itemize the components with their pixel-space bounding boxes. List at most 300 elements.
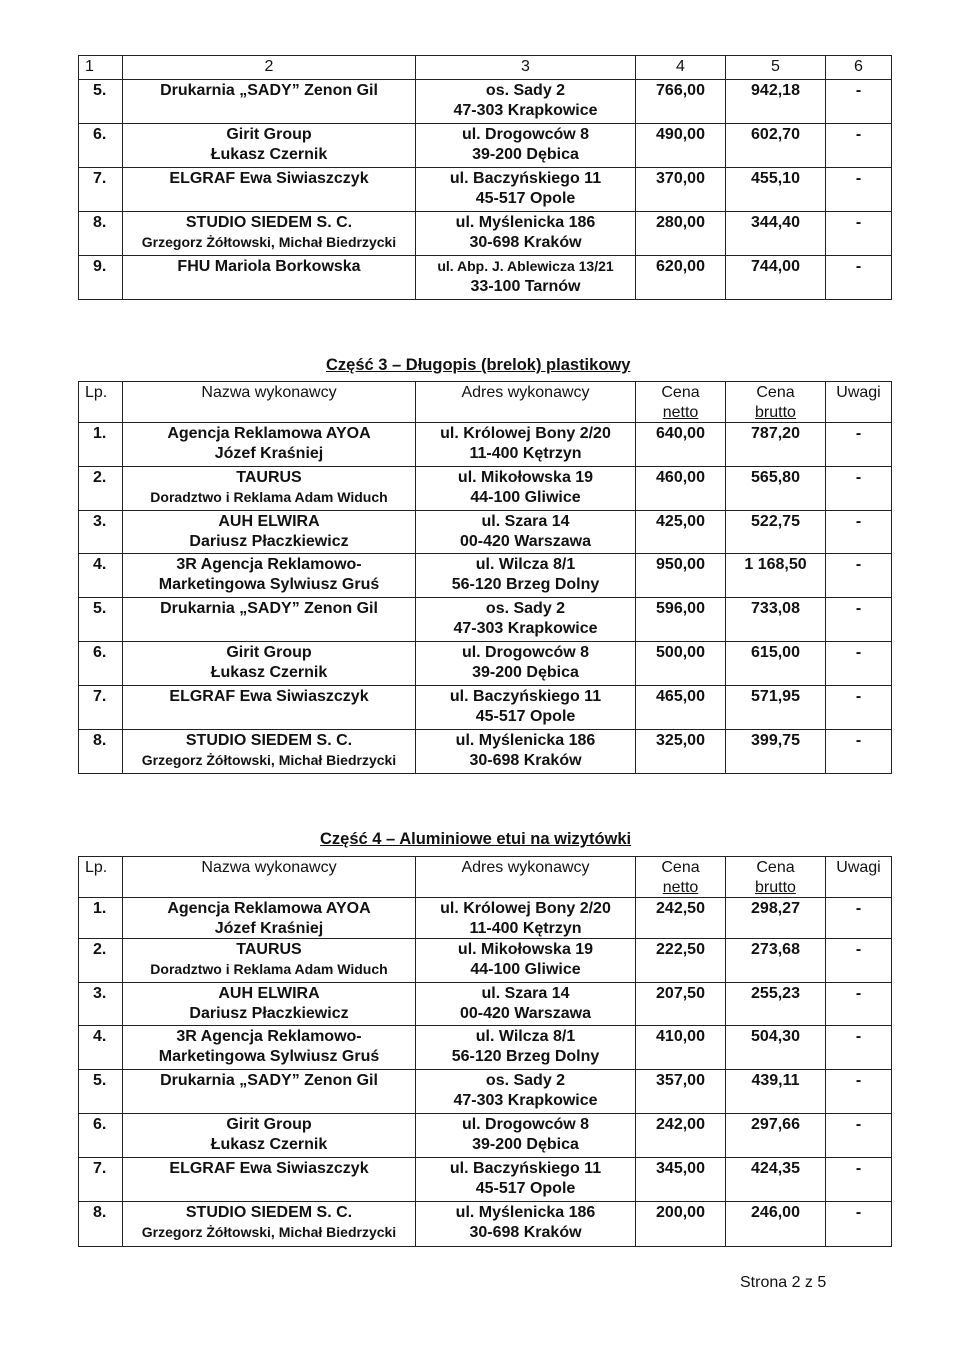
offers-table-body <box>79 56 892 300</box>
price-net <box>636 730 726 774</box>
contractor-address <box>416 80 636 124</box>
table-row <box>79 898 892 939</box>
table-row <box>79 212 892 256</box>
remarks-line: - <box>855 513 862 530</box>
contractor-name-line: Agencja Reklamowa AYOA <box>167 425 371 442</box>
price-gross-line: 615,00 <box>751 644 800 661</box>
table-row <box>79 939 892 983</box>
price-net-line: 425,00 <box>656 513 705 530</box>
contractor-address-line: ul. Baczyńskiego 11 <box>449 688 602 705</box>
price-net-line: 200,00 <box>656 1204 705 1221</box>
table-row <box>79 1026 892 1070</box>
contractor-name-line: Drukarnia „SADY” Zenon Gil <box>160 1072 378 1089</box>
price-net <box>636 1114 726 1158</box>
contractor-name-line: Doradztwo i Reklama Adam Widuch <box>150 488 388 505</box>
header-remarks <box>826 382 892 423</box>
remarks <box>826 554 892 598</box>
contractor-name-line: Józef Kraśniej <box>214 444 324 462</box>
remarks-line: - <box>855 258 862 275</box>
price-net-line: 460,00 <box>656 469 705 486</box>
price-net <box>636 1070 726 1114</box>
contractor-address <box>416 554 636 598</box>
contractor-name-line: Dariusz Płaczkiewicz <box>189 532 349 550</box>
price-net <box>636 554 726 598</box>
header-remarks-line: Uwagi <box>836 859 881 876</box>
contractor-address <box>416 423 636 467</box>
price-gross <box>726 730 826 774</box>
header-lp-line: Lp. <box>85 384 108 401</box>
row-number <box>79 511 123 554</box>
table-row <box>79 554 892 598</box>
contractor-address <box>416 939 636 983</box>
row-number <box>79 467 123 511</box>
price-net <box>636 939 726 983</box>
price-gross-line: 246,00 <box>751 1204 800 1221</box>
header-name-line: Nazwa wykonawcy <box>201 859 337 876</box>
contractor-name-line: Marketingowa Sylwiusz Gruś <box>158 575 380 593</box>
price-gross-line: 787,20 <box>751 425 800 442</box>
contractor-address-line: ul. Wilcza 8/1 <box>475 1028 576 1045</box>
contractor-address-line: ul. Szara 14 <box>481 513 570 530</box>
contractor-address-line: ul. Baczyńskiego 11 <box>449 1160 602 1177</box>
contractor-address-line: 39-200 Dębica <box>472 145 579 163</box>
contractor-name-line: STUDIO SIEDEM S. C. <box>185 1204 353 1221</box>
page-number: Strona 2 z 5 <box>740 1274 827 1291</box>
row-number-line: 5. <box>93 600 107 617</box>
price-net-line: 490,00 <box>656 126 705 143</box>
column-number <box>416 56 636 80</box>
remarks <box>826 423 892 467</box>
header-remarks <box>826 857 892 898</box>
contractor-address-line: 11-400 Kętrzyn <box>469 919 582 937</box>
row-number <box>79 212 123 256</box>
price-net <box>636 256 726 300</box>
price-net-line: 766,00 <box>656 82 705 99</box>
contractor-address <box>416 256 636 300</box>
contractor-address <box>416 1114 636 1158</box>
header-gross <box>726 382 826 423</box>
contractor-address <box>416 168 636 212</box>
price-gross <box>726 1202 826 1247</box>
remarks-line: - <box>855 600 862 617</box>
price-gross-line: 344,40 <box>751 214 800 231</box>
contractor-name-line: Grzegorz Żółtowski, Michał Biedrzycki <box>141 751 397 768</box>
price-gross <box>726 80 826 124</box>
contractor-address-line: 45-517 Opole <box>475 189 576 207</box>
row-number <box>79 80 123 124</box>
row-number-line: 3. <box>93 513 107 530</box>
price-gross-line: 439,11 <box>751 1072 800 1089</box>
header-net-line: netto <box>662 403 699 421</box>
contractor-address <box>416 212 636 256</box>
price-net <box>636 168 726 212</box>
price-gross-line: 273,68 <box>751 941 800 958</box>
contractor-address <box>416 642 636 686</box>
remarks-line: - <box>855 900 862 917</box>
table-row <box>79 1114 892 1158</box>
contractor-address-line: ul. Baczyńskiego 11 <box>449 170 602 187</box>
price-net-line: 222,50 <box>656 941 705 958</box>
contractor-address-line: os. Sady 2 <box>485 1072 566 1089</box>
contractor-name-line: Drukarnia „SADY” Zenon Gil <box>160 600 378 617</box>
contractor-address-line: 33-100 Tarnów <box>470 277 581 295</box>
table-row <box>79 730 892 774</box>
price-gross <box>726 1114 826 1158</box>
row-number <box>79 256 123 300</box>
contractor-address-line: ul. Myślenicka 186 <box>455 1204 596 1221</box>
contractor-name <box>123 168 416 212</box>
contractor-name-line: Doradztwo i Reklama Adam Widuch <box>150 960 388 977</box>
row-number-line: 4. <box>93 1028 107 1045</box>
table-row <box>79 1202 892 1247</box>
contractor-name-line: AUH ELWIRA <box>218 513 320 530</box>
price-net <box>636 642 726 686</box>
remarks <box>826 168 892 212</box>
table-row <box>79 256 892 300</box>
column-number-line: 1 <box>85 58 94 75</box>
price-gross <box>726 212 826 256</box>
row-number-line: 3. <box>93 985 107 1002</box>
row-number-line: 1. <box>93 425 107 442</box>
row-number <box>79 730 123 774</box>
contractor-name <box>123 939 416 983</box>
section-3-table <box>78 381 892 774</box>
price-net-line: 640,00 <box>656 425 705 442</box>
row-number-line: 8. <box>93 732 107 749</box>
price-net <box>636 124 726 168</box>
row-number-line: 6. <box>93 126 107 143</box>
remarks <box>826 898 892 939</box>
price-gross-line: 522,75 <box>751 513 800 530</box>
contractor-address-line: os. Sady 2 <box>485 600 566 617</box>
table-row <box>79 124 892 168</box>
contractor-name <box>123 686 416 730</box>
contractor-address-line: 44-100 Gliwice <box>470 488 581 506</box>
price-gross-line: 455,10 <box>751 170 800 187</box>
price-gross <box>726 1070 826 1114</box>
contractor-address-line: 30-698 Kraków <box>469 751 582 769</box>
price-net-line: 280,00 <box>656 214 705 231</box>
header-gross-line: Cena <box>756 384 795 401</box>
contractor-address-line: 44-100 Gliwice <box>470 960 581 978</box>
row-number <box>79 983 123 1026</box>
row-number <box>79 1202 123 1247</box>
column-number <box>726 56 826 80</box>
contractor-address <box>416 511 636 554</box>
price-gross-line: 399,75 <box>751 732 800 749</box>
price-net-line: 242,00 <box>656 1116 705 1133</box>
contractor-address-line: 56-120 Brzeg Dolny <box>451 1047 600 1065</box>
contractor-address-line: 45-517 Opole <box>475 707 576 725</box>
price-gross-line: 255,23 <box>751 985 800 1002</box>
contractor-address <box>416 1070 636 1114</box>
price-net <box>636 1202 726 1247</box>
contractor-address-line: ul. Królowej Bony 2/20 <box>440 900 611 917</box>
column-number <box>79 56 123 80</box>
price-net <box>636 80 726 124</box>
header-lp <box>79 382 123 423</box>
remarks <box>826 1114 892 1158</box>
contractor-address-line: 56-120 Brzeg Dolny <box>451 575 600 593</box>
row-number-line: 5. <box>93 1072 107 1089</box>
contractor-address-line: 47-303 Krapkowice <box>453 101 598 119</box>
contractor-name-line: Girit Group <box>226 126 312 143</box>
price-gross-line: 565,80 <box>751 469 800 486</box>
row-number <box>79 1026 123 1070</box>
row-number <box>79 1158 123 1202</box>
row-number <box>79 598 123 642</box>
table-row <box>79 511 892 554</box>
row-number <box>79 124 123 168</box>
header-name <box>123 857 416 898</box>
contractor-name-line: STUDIO SIEDEM S. C. <box>185 214 353 231</box>
contractor-name-line: Agencja Reklamowa AYOA <box>167 900 371 917</box>
remarks <box>826 256 892 300</box>
contractor-name-line: Łukasz Czernik <box>210 1135 328 1153</box>
price-net-line: 357,00 <box>656 1072 705 1089</box>
contractor-name-line: Grzegorz Żółtowski, Michał Biedrzycki <box>141 1223 397 1240</box>
remarks-line: - <box>855 214 862 231</box>
column-number <box>123 56 416 80</box>
remarks-line: - <box>855 82 862 99</box>
contractor-name <box>123 1070 416 1114</box>
contractor-address-line: ul. Mikołowska 19 <box>457 469 594 486</box>
table-row <box>79 598 892 642</box>
remarks-line: - <box>855 644 862 661</box>
section-4-title: Część 4 – Aluminiowe etui na wizytówki <box>320 830 632 848</box>
contractor-name <box>123 80 416 124</box>
section-4-table-body <box>79 857 892 1247</box>
contractor-name-line: ELGRAF Ewa Siwiaszczyk <box>169 688 369 705</box>
remarks <box>826 1070 892 1114</box>
contractor-address-line: 45-517 Opole <box>475 1179 576 1197</box>
header-address-line: Adres wykonawcy <box>461 859 590 876</box>
contractor-address <box>416 898 636 939</box>
contractor-address <box>416 467 636 511</box>
price-net <box>636 1158 726 1202</box>
header-lp <box>79 857 123 898</box>
row-number-line: 7. <box>93 170 107 187</box>
price-gross <box>726 256 826 300</box>
price-gross-line: 298,27 <box>751 900 800 917</box>
price-net-line: 370,00 <box>656 170 705 187</box>
remarks <box>826 212 892 256</box>
table-header-row <box>79 382 892 423</box>
header-net-line: Cena <box>661 384 700 401</box>
contractor-address-line: 00-420 Warszawa <box>459 532 592 550</box>
contractor-name <box>123 642 416 686</box>
column-number-line: 2 <box>264 58 274 75</box>
price-net <box>636 212 726 256</box>
price-net <box>636 898 726 939</box>
contractor-name-line: Girit Group <box>226 1116 312 1133</box>
price-gross <box>726 554 826 598</box>
contractor-address-line: ul. Drogowców 8 <box>461 1116 590 1133</box>
price-net-line: 207,50 <box>656 985 705 1002</box>
row-number-line: 7. <box>93 688 107 705</box>
remarks <box>826 511 892 554</box>
contractor-name <box>123 730 416 774</box>
contractor-address-line: ul. Szara 14 <box>481 985 570 1002</box>
price-gross <box>726 642 826 686</box>
contractor-address-line: 47-303 Krapkowice <box>453 619 598 637</box>
contractor-name <box>123 598 416 642</box>
price-gross <box>726 124 826 168</box>
table-row <box>79 1158 892 1202</box>
remarks-line: - <box>855 1116 862 1133</box>
contractor-name <box>123 423 416 467</box>
contractor-address-line: 39-200 Dębica <box>472 1135 579 1153</box>
table-header-row <box>79 857 892 898</box>
row-number-line: 7. <box>93 1160 107 1177</box>
table-row <box>79 1070 892 1114</box>
header-net <box>636 382 726 423</box>
price-gross <box>726 1158 826 1202</box>
column-number <box>636 56 726 80</box>
header-gross-line: Cena <box>756 859 795 876</box>
section-4-table <box>78 856 892 1247</box>
row-number <box>79 939 123 983</box>
remarks <box>826 1158 892 1202</box>
offers-table-continuation <box>78 55 892 300</box>
contractor-name-line: Girit Group <box>226 644 312 661</box>
header-net <box>636 857 726 898</box>
row-number-line: 4. <box>93 556 107 573</box>
contractor-name-line: 3R Agencja Reklamowo- <box>176 556 362 573</box>
contractor-address-line: ul. Mikołowska 19 <box>457 941 594 958</box>
contractor-address-line: ul. Myślenicka 186 <box>455 732 596 749</box>
contractor-name <box>123 212 416 256</box>
price-net-line: 620,00 <box>656 258 705 275</box>
contractor-name <box>123 554 416 598</box>
price-net-line: 345,00 <box>656 1160 705 1177</box>
remarks-line: - <box>855 688 862 705</box>
contractor-name <box>123 256 416 300</box>
contractor-name-line: 3R Agencja Reklamowo- <box>176 1028 362 1045</box>
header-remarks-line: Uwagi <box>836 384 881 401</box>
contractor-address <box>416 730 636 774</box>
header-gross-line: brutto <box>755 878 796 896</box>
column-number-line: 5 <box>771 58 780 75</box>
contractor-name <box>123 1202 416 1247</box>
price-net-line: 596,00 <box>656 600 705 617</box>
price-gross-line: 297,66 <box>751 1116 800 1133</box>
contractor-name-line: Józef Kraśniej <box>214 919 324 937</box>
table-row <box>79 686 892 730</box>
contractor-name-line: TAURUS <box>236 941 302 958</box>
header-gross <box>726 857 826 898</box>
header-net-line: netto <box>662 878 699 896</box>
remarks <box>826 686 892 730</box>
contractor-address-line: ul. Królowej Bony 2/20 <box>440 425 611 442</box>
remarks-line: - <box>855 126 862 143</box>
contractor-address <box>416 1026 636 1070</box>
contractor-name <box>123 1114 416 1158</box>
remarks <box>826 983 892 1026</box>
table-row <box>79 467 892 511</box>
remarks-line: - <box>855 985 862 1002</box>
price-net <box>636 1026 726 1070</box>
price-gross <box>726 686 826 730</box>
row-number-line: 6. <box>93 644 107 661</box>
price-gross-line: 571,95 <box>751 688 800 705</box>
remarks <box>826 467 892 511</box>
contractor-address-line: ul. Drogowców 8 <box>461 644 590 661</box>
price-gross-line: 1 168,50 <box>744 556 807 573</box>
contractor-name-line: Łukasz Czernik <box>210 145 328 163</box>
contractor-name <box>123 511 416 554</box>
contractor-name <box>123 1158 416 1202</box>
contractor-address-line: 30-698 Kraków <box>469 1223 582 1241</box>
contractor-address-line: 00-420 Warszawa <box>459 1004 592 1022</box>
price-net <box>636 423 726 467</box>
price-gross <box>726 423 826 467</box>
price-gross-line: 942,18 <box>751 82 800 99</box>
remarks-line: - <box>855 732 862 749</box>
price-net <box>636 511 726 554</box>
table-row <box>79 983 892 1026</box>
header-name-line: Nazwa wykonawcy <box>201 384 337 401</box>
header-lp-line: Lp. <box>85 859 108 876</box>
table-row <box>79 80 892 124</box>
price-gross <box>726 983 826 1026</box>
remarks-line: - <box>855 469 862 486</box>
row-number-line: 8. <box>93 1204 107 1221</box>
contractor-name-line: Grzegorz Żółtowski, Michał Biedrzycki <box>141 233 397 250</box>
price-gross-line: 424,35 <box>751 1160 800 1177</box>
contractor-address-line: os. Sady 2 <box>485 82 566 99</box>
section-3-table-body <box>79 382 892 774</box>
contractor-name <box>123 983 416 1026</box>
contractor-address-line: 30-698 Kraków <box>469 233 582 251</box>
row-number-line: 5. <box>93 82 107 99</box>
remarks <box>826 1026 892 1070</box>
contractor-name <box>123 898 416 939</box>
price-gross <box>726 511 826 554</box>
contractor-name <box>123 467 416 511</box>
row-number-line: 6. <box>93 1116 107 1133</box>
contractor-name-line: ELGRAF Ewa Siwiaszczyk <box>169 170 369 187</box>
row-number <box>79 898 123 939</box>
contractor-address <box>416 686 636 730</box>
contractor-address <box>416 983 636 1026</box>
header-gross-line: brutto <box>755 403 796 421</box>
contractor-address <box>416 1158 636 1202</box>
remarks-line: - <box>855 170 862 187</box>
remarks-line: - <box>855 556 862 573</box>
price-gross-line: 602,70 <box>751 126 800 143</box>
contractor-address <box>416 1202 636 1247</box>
remarks-line: - <box>855 941 862 958</box>
contractor-name <box>123 1026 416 1070</box>
price-gross-line: 744,00 <box>751 258 800 275</box>
price-net-line: 950,00 <box>656 556 705 573</box>
table-header-row <box>79 56 892 80</box>
price-gross <box>726 467 826 511</box>
remarks <box>826 642 892 686</box>
row-number <box>79 642 123 686</box>
row-number-line: 1. <box>93 900 107 917</box>
contractor-address <box>416 124 636 168</box>
contractor-name-line: FHU Mariola Borkowska <box>177 258 361 275</box>
price-net-line: 465,00 <box>656 688 705 705</box>
price-net <box>636 983 726 1026</box>
contractor-name-line: Marketingowa Sylwiusz Gruś <box>158 1047 380 1065</box>
section-3-title: Część 3 – Długopis (brelok) plastikowy <box>326 356 631 374</box>
row-number <box>79 423 123 467</box>
price-gross <box>726 1026 826 1070</box>
price-gross <box>726 598 826 642</box>
